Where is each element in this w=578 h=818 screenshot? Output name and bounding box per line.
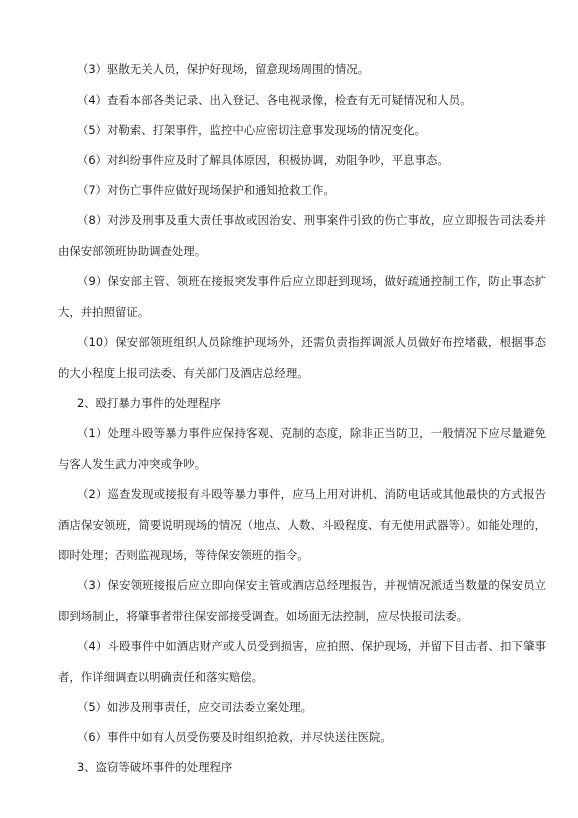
paragraph-section2-item-6: （6）事件中如有人员受伤要及时组织抢救，并尽快送往医院。 (77, 730, 392, 744)
paragraph-section2-item-5: （5）如涉及刑事责任，应交司法委立案处理。 (77, 700, 313, 714)
paragraph-item-4: （4）查看本部各类记录、出入登记、各电视录像，检查有无可疑情况和人员。 (77, 93, 472, 107)
paragraph-item-6: （6）对纠纷事件应及时了解具体原因，积极协调，劝阻争吵，平息事态。 (77, 153, 449, 167)
paragraph-section2-item-2: （2）巡查发现或接报有斗殴等暴力事件，应马上用对讲机、消防电话或其他最快的方式报告酒店保安领班，简要说明现场的情况（地点、人数、斗殴程度、有无使用武器等）。如能处理的，即时处理；否则监视现场，等待保安领班的指令。 (58, 487, 546, 562)
paragraph-item-7: （7）对伤亡事件应做好现场保护和通知抢救工作。 (77, 183, 335, 197)
section-heading-2: 2、殴打暴力事件的处理程序 (77, 396, 221, 410)
paragraph-item-5: （5）对勒索、打架事件，监控中心应密切注意事发现场的情况变化。 (77, 123, 426, 137)
paragraph-item-9: （9）保安部主管、领班在接报突发事件后应立即赶到现场，做好疏通控制工作，防止事态扩大，并拍照留证。 (58, 274, 546, 319)
paragraph-section2-item-4: （4）斗殴事件中如酒店财产或人员受到损害，应拍照、保护现场，并留下目击者、扣下肇事者，作详细调查以明确责任和落实赔偿。 (58, 639, 546, 684)
paragraph-item-8: （8）对涉及刑事及重大责任事故或因治安、刑事案件引致的伤亡事故，应立即报告司法委并由保安部领班协助调查处理。 (58, 213, 546, 258)
paragraph-section2-item-1: （1）处理斗殴等暴力事件应保持客观、克制的态度，除非正当防卫，一般情况下应尽量避免与客人发生武力冲突或争吵。 (58, 426, 546, 471)
paragraph-item-3: （3）驱散无关人员，保护好现场，留意现场周围的情况。 (77, 62, 370, 76)
section-heading-3: 3、盗窃等破坏事件的处理程序 (77, 760, 233, 774)
paragraph-item-10: （10）保安部领班组织人员除维护现场外，还需负责指挥调派人员做好布控堵截，根据事态的大小程度上报司法委、有关部门及酒店总经理。 (58, 335, 546, 380)
paragraph-section2-item-3: （3）保安领班接报后应立即向保安主管或酒店总经理报告，并视情况派适当数量的保安员立即到场制止，将肇事者带往保安部接受调查。如场面无法控制，应尽快报司法委。 (58, 578, 546, 623)
